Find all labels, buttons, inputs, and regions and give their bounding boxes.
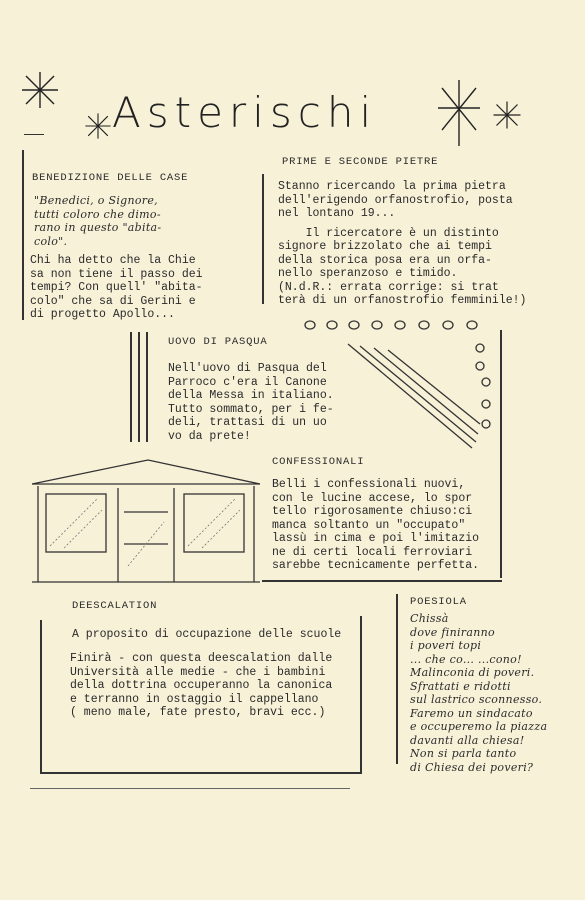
poem-line: dove finiranno [410,625,495,639]
benedizione-quote [34,194,161,248]
body-line: Università alle medie - che i bambini [70,665,326,679]
body-line: sa non tiene il passo dei [30,267,203,281]
poem-line: ... che co... ...cono! [410,652,522,666]
body-line: dell'erigendo orfanostrofio, posta [278,193,513,207]
poem-line: e occuperemo la piazza [410,720,548,733]
body-line: tempi? Con quell' "abita- [30,281,203,294]
body-line: colo" che sa di Gerini e [30,294,196,308]
quote-line: tutti coloro che dimo- [34,207,161,221]
poem-line: di Chiesa dei poveri? [410,760,534,774]
asterisk-icon [492,100,522,130]
body-line: tello rigorosamente chiuso:ci [272,505,473,518]
benedizione-body [30,254,203,322]
section-heading: BENEDIZIONE DELLE CASE [32,172,189,184]
body-line: Finirà - con questa deescalation dalle [70,652,333,665]
body-line: della Messa in italiano. [168,389,334,402]
body-line: Parroco c'era il Canone [168,375,327,389]
divider [138,332,140,442]
body-line: terà di un orfanostrofio femminile!) [278,294,527,307]
asterisk-icon [20,70,60,110]
divider [130,332,132,442]
uovo-body [168,362,334,443]
poem-line: Non si parla tanto [410,747,517,760]
poem-line: davanti alla chiesa! [410,733,525,747]
body-line: sarebbe tecnicamente perfetta. [272,559,480,572]
poem-line: Chissà [410,612,449,625]
poem-line: Malinconia di poveri. [410,666,535,679]
body-line: manca soltanto un "occupato" [272,518,466,532]
body-line: signore brizzolato che ai tempi [278,240,492,253]
body-line: con le lucine accese, lo spor [272,491,473,505]
poem-line: Sfrattati e ridotti [410,679,511,693]
divider [360,616,362,774]
poem-line: Faremo un sindacato [410,706,533,720]
masthead [0,60,585,150]
divider [262,580,502,582]
pietre-body [278,180,526,308]
divider [24,134,44,135]
divider [40,772,360,774]
divider [146,332,148,442]
body-line: vo da prete! [168,429,251,443]
body-line: nello speranzoso e timido. [278,267,458,280]
divider [22,150,24,320]
body-line: Nell'uovo di Pasqua del [168,362,327,375]
quote-line: "Benedici, o Signore, [34,194,158,207]
poem-line: sul lastrico sconnesso. [410,693,543,706]
asterisk-icon [84,112,112,140]
confessionali-body [272,478,479,573]
body-line: Stanno ricercando la prima pietra [278,180,506,193]
masthead-title: Asterischi [112,88,378,137]
body-line: della storica posa era un orfa- [278,253,492,267]
body-line: lassù in cima e poi l'imitazio [272,532,480,545]
asterisk-icon [436,78,482,148]
divider [262,174,264,304]
body-line: (N.d.R.: errata corrige: si trat [278,280,499,294]
body-line: Belli i confessionali nuovi, [272,478,466,491]
body-line: ( meno male, fate presto, bravi ecc.) [70,706,326,719]
poesiola-body [410,612,547,774]
body-line: ne di certi locali ferroviari [272,545,473,559]
divider [500,330,502,578]
body-line: Tutto sommato, per i fe- [168,402,334,416]
body-line: e terranno in ostaggio il cappellano [70,692,319,706]
quote-line: colo". [34,234,68,248]
section-heading: CONFESSIONALI [272,456,365,468]
divider [30,788,350,789]
section-heading: UOVO DI PASQUA [168,336,268,348]
divider [396,594,398,764]
section-heading: PRIME E SECONDE PIETRE [282,156,439,168]
deescalation-intro: A proposito di occupazione delle scuole [72,628,342,641]
body-line: Chi ha detto che la Chie [30,254,196,267]
confessional-drawing [28,456,264,586]
section-heading: DEESCALATION [72,600,158,612]
section-heading: POESIOLA [410,596,467,608]
poem-line: i poveri topi [410,639,482,652]
body-line: Il ricercatore è un distinto [278,226,499,240]
body-line: deli, trattasi di un uo [168,416,327,429]
body-line: di progetto Apollo... [30,308,175,321]
divider [40,620,42,772]
quote-line: rano in questo "abita- [34,221,162,234]
deescalation-body [70,652,332,720]
body-line: nel lontano 19... [278,207,396,220]
body-line: della dottrina occuperanno la canonica [70,679,333,692]
